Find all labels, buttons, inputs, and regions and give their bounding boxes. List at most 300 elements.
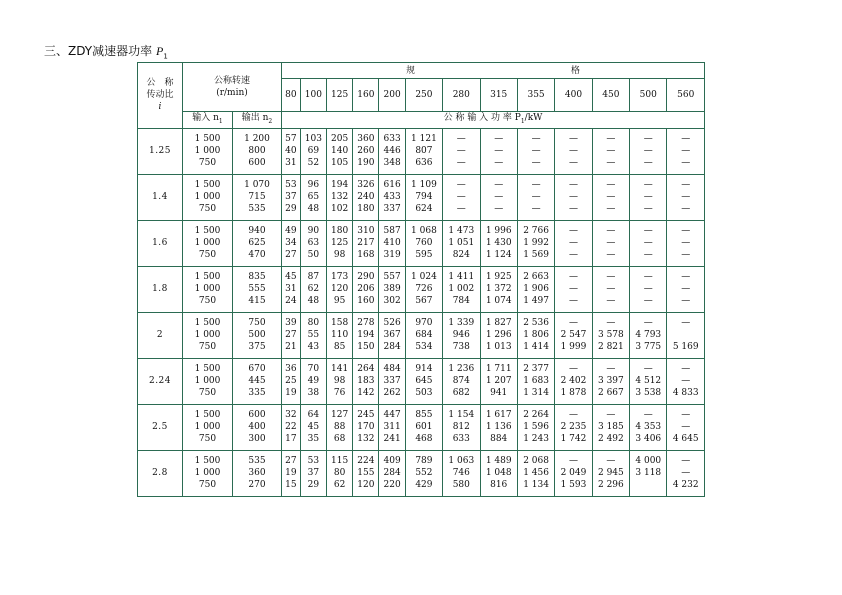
power-cell-line: 884 <box>490 434 508 445</box>
power-cell-line: — <box>643 284 653 295</box>
output-speed-cell <box>233 266 282 312</box>
power-cell-line: 140 <box>331 146 349 157</box>
output-speed-cell-line: 600 <box>248 410 266 421</box>
ratio-cell: 2.8 <box>138 450 183 496</box>
power-cell-line: 389 <box>383 284 401 295</box>
power-cell-line: 302 <box>383 296 401 307</box>
input-speed-cell-line: 1 000 <box>194 238 221 249</box>
power-cell-line: — <box>643 192 653 203</box>
power-cell-line: 824 <box>452 250 470 261</box>
power-cell <box>555 128 592 174</box>
ratio-cell: 2.5 <box>138 404 183 450</box>
output-speed-cell-line: 600 <box>248 158 266 169</box>
power-cell-line: 53 <box>307 456 320 467</box>
power-cell <box>443 220 480 266</box>
power-cell-line: 87 <box>307 272 320 283</box>
input-speed-cell <box>183 128 233 174</box>
power-cell-line: 3 775 <box>635 342 662 353</box>
power-cell-line: 29 <box>285 204 297 215</box>
power-cell <box>327 174 353 220</box>
ratio-cell: 2.24 <box>138 358 183 404</box>
power-cell-line: 1 489 <box>485 456 512 467</box>
power-cell-line: — <box>568 146 578 157</box>
power-cell-line: — <box>681 318 691 329</box>
power-cell-line: 1 124 <box>485 250 512 261</box>
power-cell-line: — <box>681 158 691 169</box>
power-cell-line <box>668 329 703 341</box>
power-cell-line: 645 <box>415 376 433 387</box>
power-cell-line: 311 <box>383 422 401 433</box>
power-cell-line: 194 <box>331 180 349 191</box>
power-cell <box>282 450 301 496</box>
power-cell <box>480 174 517 220</box>
power-cell-line: 855 <box>415 410 433 421</box>
power-cell <box>282 404 301 450</box>
power-cell <box>405 404 442 450</box>
size-header-cell: 100 <box>300 79 326 112</box>
power-cell-line: 205 <box>331 134 349 145</box>
power-cell-line: 88 <box>333 422 346 433</box>
table-body <box>138 128 705 496</box>
power-cell-line: 31 <box>285 158 297 169</box>
power-cell-line: 807 <box>415 146 433 157</box>
input-speed-cell-line: 750 <box>198 388 217 399</box>
power-cell-line: 636 <box>415 158 433 169</box>
power-cell-line: — <box>456 180 466 191</box>
power-cell <box>300 404 326 450</box>
input-speed-cell-line: 1 500 <box>194 318 221 329</box>
power-cell <box>379 312 405 358</box>
output-speed-cell <box>233 358 282 404</box>
power-cell <box>379 358 405 404</box>
power-cell <box>300 312 326 358</box>
power-cell-line: 48 <box>307 296 320 307</box>
power-cell-line: 3 538 <box>635 388 662 399</box>
power-cell-line: — <box>568 192 578 203</box>
power-cell-line: — <box>606 296 616 307</box>
power-cell-line: 95 <box>333 296 346 307</box>
output-speed-cell-line: 445 <box>248 376 266 387</box>
power-cell-line: 1 414 <box>523 342 549 353</box>
power-cell-line: 1 296 <box>485 330 512 341</box>
power-cell-line: — <box>456 204 466 215</box>
power-cell-line: — <box>531 180 541 191</box>
power-cell <box>405 220 442 266</box>
power-cell-line: 1 596 <box>523 422 549 433</box>
power-cell <box>443 450 480 496</box>
output-speed-cell-line: 625 <box>248 238 266 249</box>
power-cell-line: — <box>643 134 653 145</box>
power-cell-line: 27 <box>285 250 297 261</box>
power-cell-line: 22 <box>285 422 297 433</box>
power-cell-line: — <box>643 238 653 249</box>
input-speed-cell-line: 1 000 <box>194 468 221 479</box>
power-cell <box>353 128 379 174</box>
power-cell <box>405 312 442 358</box>
power-cell-line: 1 497 <box>523 296 549 307</box>
header-row-3 <box>138 112 705 129</box>
power-cell <box>517 128 554 174</box>
power-cell-line: 2 663 <box>523 272 549 283</box>
power-cell <box>667 220 705 266</box>
power-cell-line: — <box>531 146 541 157</box>
power-cell-line: 2 536 <box>523 318 549 329</box>
power-cell-line: 580 <box>452 480 470 491</box>
power-cell-line: 220 <box>383 480 401 491</box>
power-cell-line: 103 <box>304 134 322 145</box>
power-cell-line: 190 <box>357 158 375 169</box>
size-header-cell: 315 <box>480 79 517 112</box>
power-cell <box>667 128 705 174</box>
power-cell <box>443 266 480 312</box>
power-cell <box>353 174 379 220</box>
power-cell-line: 534 <box>415 342 433 353</box>
power-cell-line: 326 <box>357 180 375 191</box>
power-cell-line: 43 <box>307 342 320 353</box>
power-cell <box>555 174 592 220</box>
power-cell-line: 1 569 <box>523 250 549 261</box>
power-cell-line: — <box>456 134 466 145</box>
power-cell-line: 110 <box>331 330 349 341</box>
power-cell-line: 98 <box>333 250 346 261</box>
output-speed-cell-line: 415 <box>248 296 266 307</box>
power-cell-line: — <box>643 180 653 191</box>
power-cell-line: — <box>456 192 466 203</box>
power-cell-line: 85 <box>333 342 346 353</box>
ratio-cell: 1.4 <box>138 174 183 220</box>
power-cell-line: — <box>494 134 504 145</box>
power-cell-line: 1 134 <box>523 480 549 491</box>
power-cell-line: 32 <box>285 410 297 421</box>
power-cell <box>353 312 379 358</box>
power-cell-line: 2 068 <box>523 456 549 467</box>
spec-header <box>282 63 705 79</box>
power-cell <box>353 450 379 496</box>
input-speed-cell <box>183 266 233 312</box>
power-cell-line: 2 264 <box>523 410 549 421</box>
power-cell-line: 3 118 <box>635 468 662 479</box>
power-cell-line: 57 <box>285 134 297 145</box>
power-cell-line: 1 074 <box>485 296 512 307</box>
power-cell-line: 76 <box>333 388 346 399</box>
power-cell <box>480 128 517 174</box>
power-cell-line: 1 339 <box>448 318 475 329</box>
power-cell-line: 260 <box>357 146 375 157</box>
power-cell-line: 624 <box>415 204 433 215</box>
power-cell-line: 158 <box>331 318 349 329</box>
output-speed-cell-line: 750 <box>248 318 266 329</box>
power-cell-line: 1 121 <box>411 134 437 145</box>
power-cell-line: 290 <box>357 272 375 283</box>
power-cell-line: 1 992 <box>523 238 549 249</box>
power-cell-line: — <box>681 296 691 307</box>
power-cell-line: 278 <box>357 318 375 329</box>
power-cell-line: — <box>643 364 653 375</box>
power-cell <box>630 128 667 174</box>
power-cell <box>379 266 405 312</box>
power-cell <box>443 358 480 404</box>
size-header-cell: 450 <box>592 79 629 112</box>
power-cell-line: — <box>494 158 504 169</box>
output-speed-cell <box>233 128 282 174</box>
power-cell <box>300 220 326 266</box>
input-speed-cell-line: 1 000 <box>194 376 221 387</box>
power-cell-line: 503 <box>415 388 433 399</box>
power-cell-line: 45 <box>285 272 297 283</box>
power-cell <box>353 266 379 312</box>
power-cell-line: 2 377 <box>523 364 549 375</box>
input-speed-cell <box>183 358 233 404</box>
power-cell-line: 746 <box>452 468 470 479</box>
power-cell-line: 1 243 <box>523 434 549 445</box>
table-row <box>138 266 705 312</box>
power-cell-line: — <box>643 272 653 283</box>
power-cell-line: 50 <box>307 250 320 261</box>
power-cell-line: 3 406 <box>635 434 662 445</box>
power-cell-line: 150 <box>357 342 375 353</box>
power-cell-line: — <box>568 272 578 283</box>
power-cell-line: 224 <box>357 456 375 467</box>
power-cell-line: 1 473 <box>448 226 475 237</box>
size-header-cell: 560 <box>667 79 705 112</box>
power-cell-line: 789 <box>415 456 433 467</box>
power-cell <box>443 404 480 450</box>
power-cell-line: — <box>643 204 653 215</box>
power-cell-line: — <box>681 238 691 249</box>
input-speed-cell-line: 1 500 <box>194 272 221 283</box>
power-cell-line: 1 048 <box>485 468 512 479</box>
power-cell-line: 262 <box>383 388 401 399</box>
input-speed-cell <box>183 404 233 450</box>
power-cell-line: 1 906 <box>523 284 549 295</box>
output-speed-cell <box>233 220 282 266</box>
power-cell-line: 62 <box>307 284 320 295</box>
power-cell-line: — <box>681 226 691 237</box>
power-cell-line: 34 <box>285 238 297 249</box>
power-cell-line <box>631 479 665 491</box>
power-cell-line: 1 742 <box>560 434 587 445</box>
power-cell-line: 429 <box>415 480 433 491</box>
power-cell-line: 240 <box>357 192 375 203</box>
output-speed-cell <box>233 174 282 220</box>
power-cell-line: — <box>456 146 466 157</box>
power-cell-line: — <box>531 192 541 203</box>
power-cell-line: — <box>494 204 504 215</box>
power-cell-line: — <box>681 284 691 295</box>
power-cell-line: — <box>606 238 616 249</box>
power-cell-line: 180 <box>357 204 375 215</box>
power-cell-line: 433 <box>383 192 401 203</box>
input-speed-cell-line: 1 500 <box>194 226 221 237</box>
power-cell <box>480 266 517 312</box>
power-cell-line: 120 <box>357 480 375 491</box>
input-speed-cell <box>183 312 233 358</box>
power-cell-line: 1 999 <box>560 342 587 353</box>
power-cell-line: 2 821 <box>597 342 624 353</box>
power-cell-line: 49 <box>307 376 320 387</box>
table-row <box>138 404 705 450</box>
power-cell-line: 68 <box>333 434 346 445</box>
power-cell <box>667 404 705 450</box>
power-cell <box>327 450 353 496</box>
power-cell <box>517 450 554 496</box>
input-speed-cell <box>183 450 233 496</box>
power-cell-line: 2 049 <box>560 468 587 479</box>
output-speed-header <box>233 112 282 129</box>
power-cell <box>480 404 517 450</box>
power-cell-line: 360 <box>357 134 375 145</box>
power-cell-line: 40 <box>285 146 297 157</box>
power-cell <box>555 358 592 404</box>
power-cell <box>555 220 592 266</box>
power-cell-line: — <box>681 250 691 261</box>
output-speed-cell-line: 535 <box>248 456 266 467</box>
power-cell-line: 410 <box>383 238 401 249</box>
power-cell-line: 1 154 <box>448 410 475 421</box>
speed-header-unit: (r/min) <box>216 88 248 98</box>
power-cell-line: 132 <box>357 434 375 445</box>
power-cell-line: 1 068 <box>411 226 437 237</box>
power-cell-line: 98 <box>333 376 346 387</box>
power-cell-line: 39 <box>285 318 297 329</box>
power-cell <box>517 358 554 404</box>
power-cell <box>630 450 667 496</box>
power-cell-line: 5 169 <box>672 342 699 353</box>
power-cell-line: 155 <box>357 468 375 479</box>
output-speed-cell-line: 535 <box>248 204 266 215</box>
output-speed-cell-line: 300 <box>248 434 266 445</box>
power-cell-line: 127 <box>331 410 349 421</box>
power-cell-line: — <box>606 204 616 215</box>
power-cell <box>592 358 629 404</box>
input-speed-cell-line: 750 <box>198 158 217 169</box>
input-speed-cell-line: 750 <box>198 342 217 353</box>
power-cell-line: — <box>606 284 616 295</box>
power-cell <box>592 266 629 312</box>
power-cell-line: — <box>681 468 691 479</box>
power-cell-line: — <box>568 204 578 215</box>
table-row <box>138 174 705 220</box>
output-speed-cell-line: 400 <box>248 422 266 433</box>
power-cell-line: — <box>606 410 616 421</box>
power-cell-line: 217 <box>357 238 375 249</box>
power-cell-line: 468 <box>415 434 433 445</box>
power-cell <box>405 174 442 220</box>
output-speed-sub: 2 <box>268 117 273 125</box>
power-cell <box>405 266 442 312</box>
power-cell <box>517 266 554 312</box>
power-cell <box>555 266 592 312</box>
power-cell <box>630 220 667 266</box>
power-cell-line: 337 <box>383 376 401 387</box>
power-cell-line: 447 <box>383 410 401 421</box>
power-cell-line: — <box>568 410 578 421</box>
input-speed-cell-line: 1 000 <box>194 330 221 341</box>
power-cell <box>667 312 705 358</box>
input-speed-cell-line: 1 500 <box>194 364 221 375</box>
power-cell-line: 1 878 <box>560 388 587 399</box>
power-cell <box>555 312 592 358</box>
power-cell-line: 567 <box>415 296 433 307</box>
power-cell-line: — <box>681 422 691 433</box>
power-cell-line: 180 <box>331 226 349 237</box>
section-title-symbol: P <box>155 44 164 58</box>
power-header <box>282 112 705 129</box>
power-cell-line: — <box>606 180 616 191</box>
power-cell-line: 120 <box>331 284 349 295</box>
power-cell <box>667 174 705 220</box>
output-speed-cell-line: 335 <box>248 388 266 399</box>
power-cell-line: 941 <box>490 388 508 399</box>
power-cell-line: — <box>643 226 653 237</box>
power-cell-line: 64 <box>307 410 320 421</box>
power-cell-line: 2 235 <box>560 422 587 433</box>
output-speed-cell-line: 1 070 <box>244 180 270 191</box>
power-cell-line: 1 372 <box>485 284 512 295</box>
speed-header-title: 公称转速 <box>213 76 250 86</box>
power-cell-line: — <box>681 456 691 467</box>
power-cell-line: 2 402 <box>560 376 587 387</box>
power-cell-line: 27 <box>285 456 297 467</box>
power-cell-line: — <box>606 364 616 375</box>
power-cell-line: 102 <box>331 204 349 215</box>
input-speed-cell-line: 1 500 <box>194 456 221 467</box>
power-cell <box>443 128 480 174</box>
power-cell <box>630 358 667 404</box>
power-cell-line: 946 <box>452 330 470 341</box>
power-cell-line: — <box>568 364 578 375</box>
power-cell-line: 141 <box>331 364 349 375</box>
power-cell-line: 1 430 <box>485 238 512 249</box>
power-cell-line: — <box>494 180 504 191</box>
power-cell-line: 4 833 <box>672 388 699 399</box>
power-cell-line: — <box>568 250 578 261</box>
input-speed-cell-line: 750 <box>198 434 217 445</box>
power-cell <box>327 128 353 174</box>
power-cell-line: 914 <box>415 364 433 375</box>
input-speed-cell-line: 1 500 <box>194 180 221 191</box>
power-cell <box>517 404 554 450</box>
input-speed-cell-line: 1 000 <box>194 422 221 433</box>
power-cell <box>443 174 480 220</box>
power-cell-line: 484 <box>383 364 401 375</box>
input-speed-label: 输入 n <box>192 113 219 123</box>
power-cell-line: 37 <box>285 192 297 203</box>
power-cell <box>282 220 301 266</box>
power-cell-line: 310 <box>357 226 375 237</box>
power-cell-line: 684 <box>415 330 433 341</box>
power-cell-line: 2 766 <box>523 226 549 237</box>
power-cell-line: 52 <box>307 158 320 169</box>
power-cell-line: 552 <box>415 468 433 479</box>
power-cell <box>300 358 326 404</box>
size-header-cell: 80 <box>282 79 301 112</box>
power-cell-line: 616 <box>383 180 401 191</box>
output-speed-cell-line: 835 <box>248 272 266 283</box>
power-cell-line: 1 136 <box>485 422 512 433</box>
power-cell-line: — <box>568 238 578 249</box>
output-speed-cell-line: 555 <box>248 284 266 295</box>
power-cell-line: 633 <box>452 434 470 445</box>
power-cell <box>379 404 405 450</box>
input-speed-cell-line: 1 500 <box>194 134 221 145</box>
power-cell <box>282 128 301 174</box>
power-cell-line: 183 <box>357 376 375 387</box>
power-cell-line: 3 397 <box>597 376 624 387</box>
power-cell-line: 170 <box>357 422 375 433</box>
power-cell-line: 1 207 <box>485 376 512 387</box>
power-cell-line: — <box>606 146 616 157</box>
